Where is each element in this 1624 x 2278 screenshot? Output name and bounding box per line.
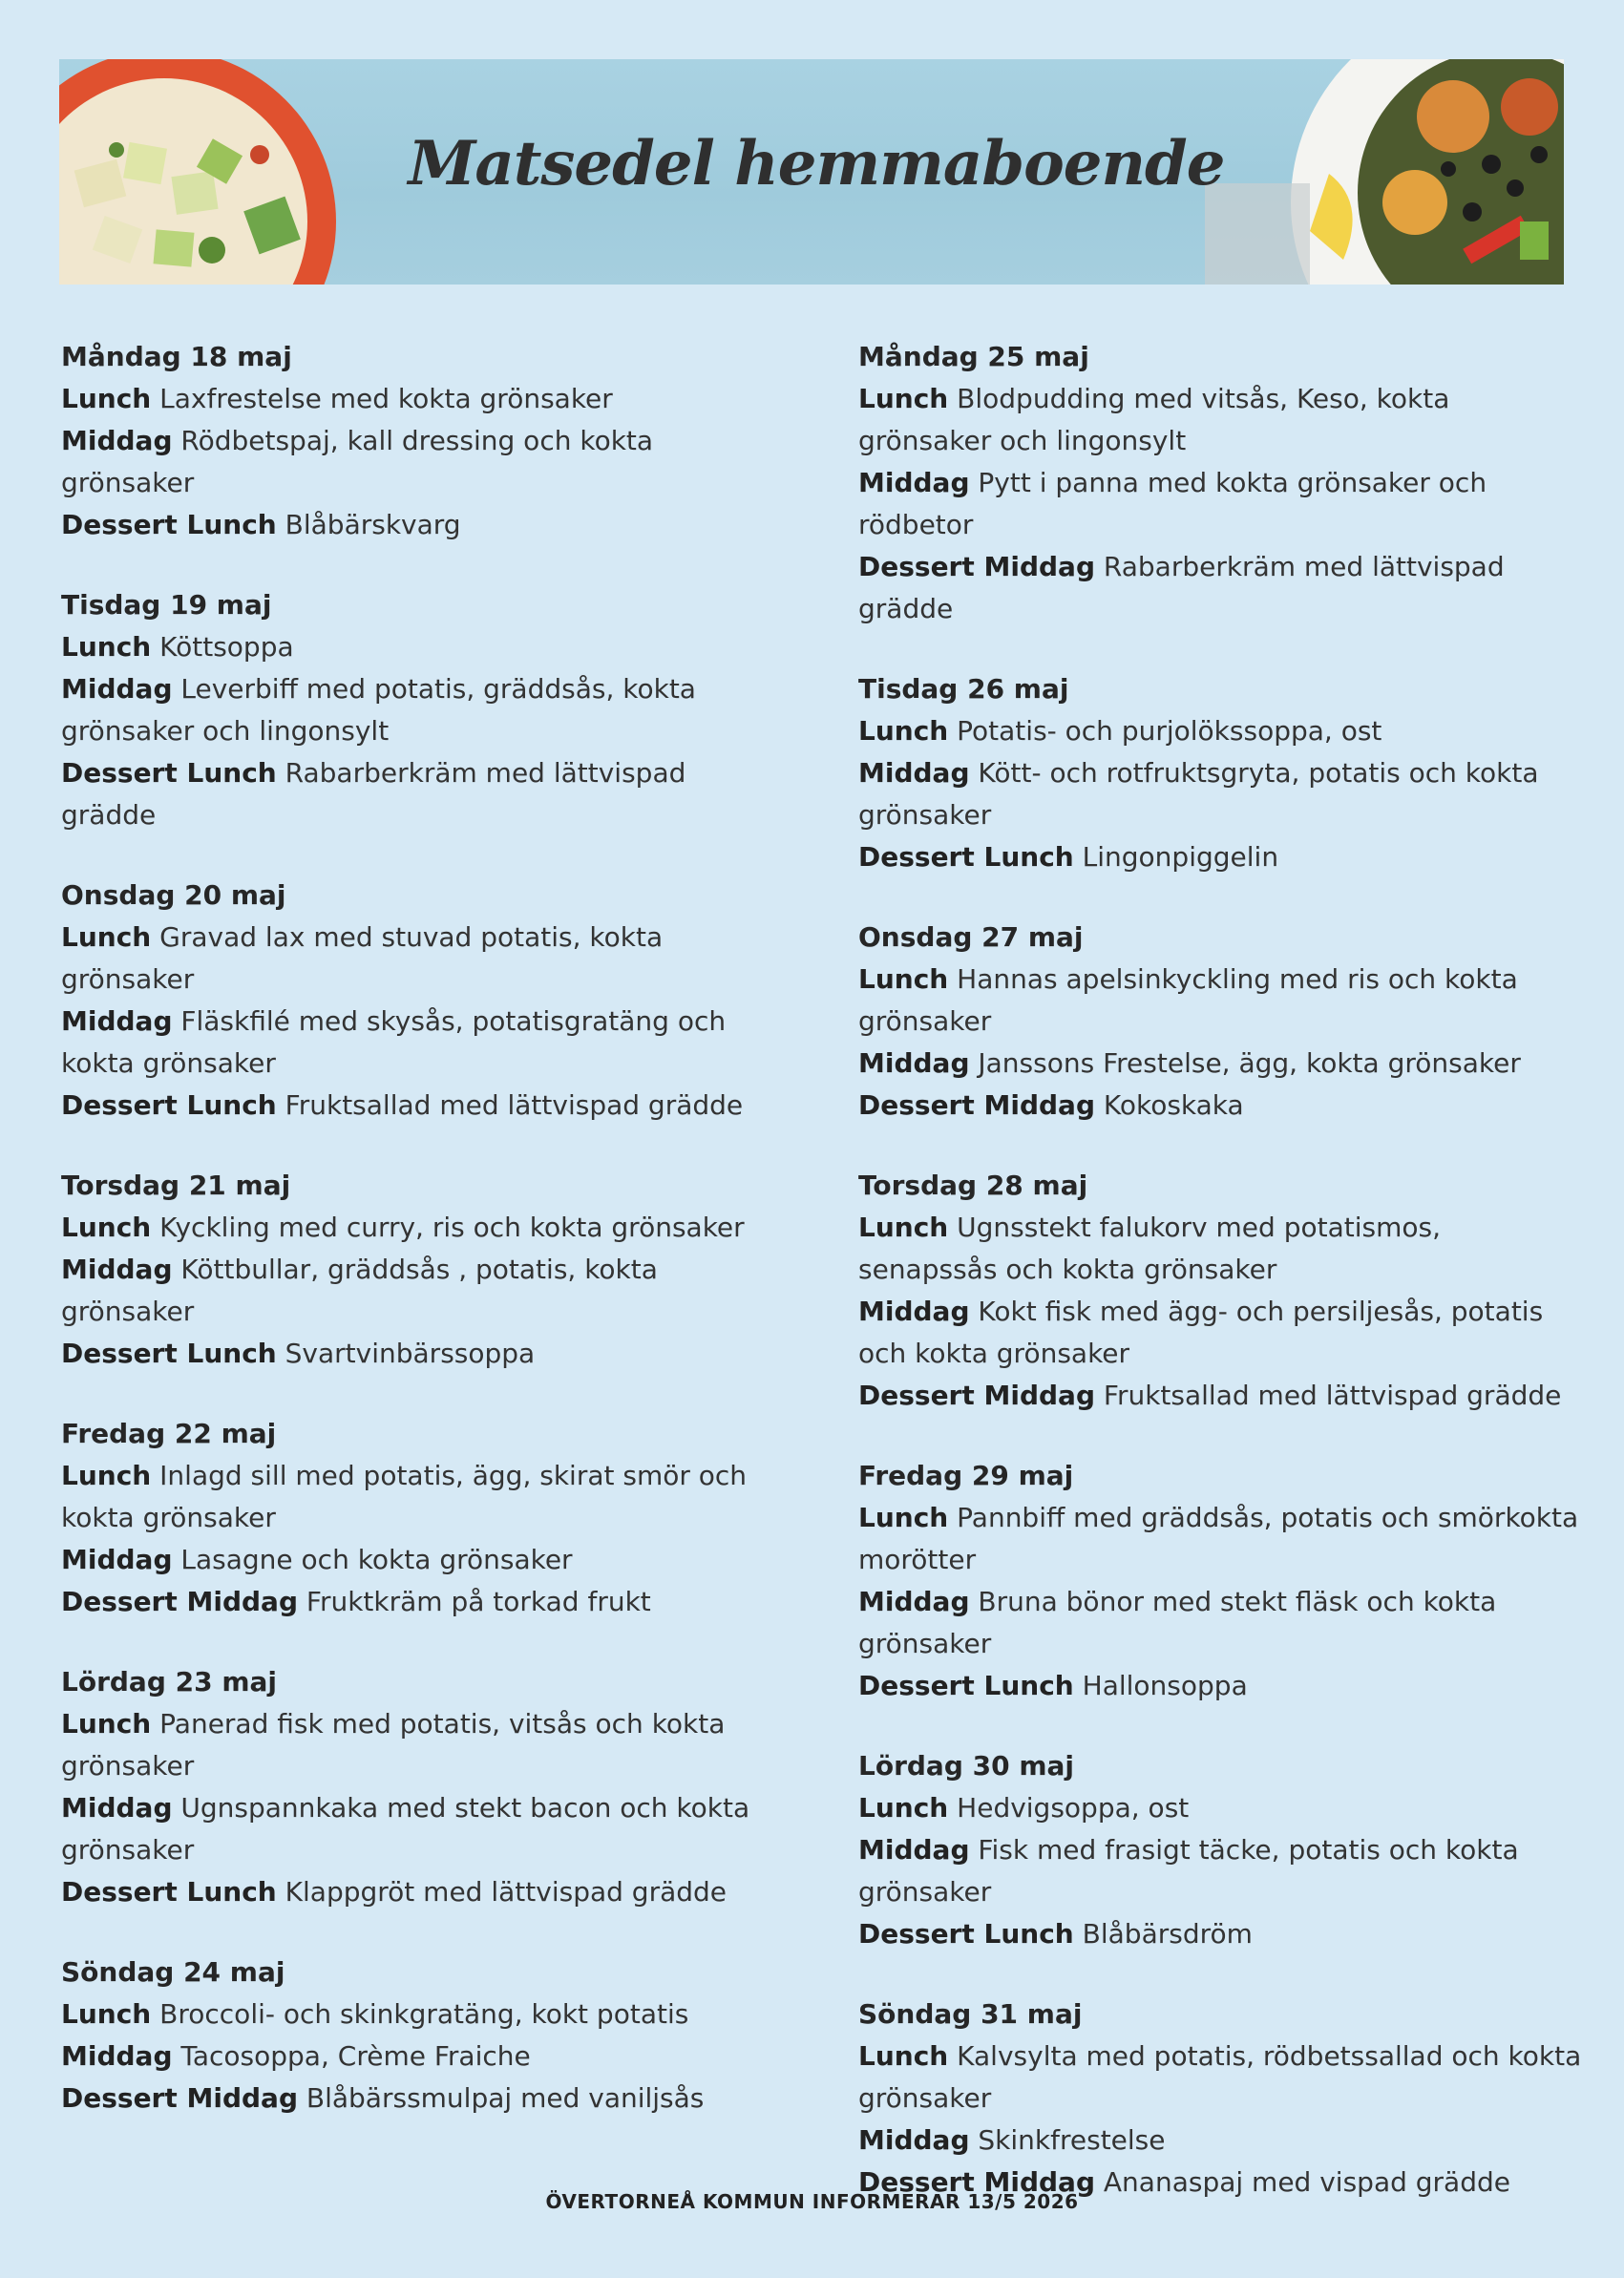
meal-label: Lunch <box>61 383 152 414</box>
meal-label: Lunch <box>858 1502 949 1533</box>
meal-description: Fisk med frasigt täcke, potatis och kokta grönsaker <box>858 1834 1519 1908</box>
meal-description: Inlagd sill med potatis, ägg, skirat smör och kokta grönsaker <box>61 1460 748 1533</box>
meal-label: Dessert Middag <box>858 1089 1095 1121</box>
meal-description: Kokt fisk med ägg- och persiljesås, potatis och kokta grönsaker <box>858 1296 1544 1369</box>
meal-row <box>61 420 787 504</box>
meal-description: Lasagne och kokta grönsaker <box>180 1544 573 1575</box>
meal-row <box>858 710 1584 752</box>
meal-description: Rabarberkräm med lättvispad grädde <box>61 757 686 831</box>
meal-description: Rödbetspaj, kall dressing och kokta grönsaker <box>61 425 654 498</box>
meal-label: Dessert Lunch <box>61 757 277 789</box>
meal-description: Ugnsstekt falukorv med potatismos, senapssås och kokta grönsaker <box>858 1212 1441 1285</box>
day-title: Onsdag 27 maj <box>858 921 1084 953</box>
meal-description: Janssons Frestelse, ägg, kokta grönsaker <box>978 1047 1521 1079</box>
meal-description: Blåbärsdröm <box>1082 1918 1253 1950</box>
meal-row <box>858 959 1584 1043</box>
day-section <box>858 336 1584 630</box>
meal-description: Kokoskaka <box>1103 1089 1244 1121</box>
day-section <box>858 1745 1584 1955</box>
day-title: Söndag 31 maj <box>858 1998 1083 2030</box>
meal-row <box>858 1829 1584 1913</box>
meal-row <box>61 1249 787 1333</box>
meal-description: Blåbärssmulpaj med vaniljsås <box>306 2082 705 2114</box>
meal-label: Dessert Lunch <box>61 1089 277 1121</box>
meal-row <box>61 1703 787 1787</box>
day-section <box>61 1413 787 1623</box>
day-section <box>61 1951 787 2120</box>
meal-label: Middag <box>858 1834 970 1866</box>
meal-description: Pannbiff med gräddsås, potatis och smörkokta morötter <box>858 1502 1579 1575</box>
meal-row <box>61 917 787 1001</box>
meal-row <box>61 1085 787 1127</box>
meal-label: Lunch <box>858 963 949 995</box>
day-title: Fredag 29 maj <box>858 1460 1074 1491</box>
meal-row <box>858 1291 1584 1375</box>
day-section <box>858 1455 1584 1707</box>
meal-description: Skinkfrestelse <box>978 2124 1166 2156</box>
meal-row <box>61 1207 787 1249</box>
meal-label: Lunch <box>61 1998 152 2030</box>
meal-label: Middag <box>61 1544 173 1575</box>
meal-description: Klappgröt med lättvispad grädde <box>285 1876 728 1908</box>
meal-row <box>61 504 787 546</box>
meal-description: Laxfrestelse med kokta grönsaker <box>159 383 613 414</box>
meal-description: Köttsoppa <box>159 631 294 663</box>
day-section <box>858 1165 1584 1417</box>
meal-description: Kött- och rotfruktsgryta, potatis och kokta grönsaker <box>858 757 1539 831</box>
meal-row <box>858 1085 1584 1127</box>
meal-label: Dessert Middag <box>858 2166 1095 2198</box>
meal-label: Lunch <box>858 1792 949 1824</box>
day-title: Torsdag 21 maj <box>61 1170 291 1201</box>
meal-label: Middag <box>61 1792 173 1824</box>
meal-label: Lunch <box>61 631 152 663</box>
meal-description: Ananaspaj med vispad grädde <box>1103 2166 1510 2198</box>
meal-row <box>858 1787 1584 1829</box>
meal-description: Svartvinbärssoppa <box>285 1338 536 1369</box>
meal-label: Dessert Middag <box>61 1586 298 1617</box>
meal-label: Dessert Middag <box>858 551 1095 582</box>
meal-label: Dessert Lunch <box>61 1876 277 1908</box>
meal-row <box>858 836 1584 878</box>
meal-row <box>61 2035 787 2078</box>
meal-row <box>858 1207 1584 1291</box>
meal-description: Panerad fisk med potatis, vitsås och kokta grönsaker <box>61 1708 726 1782</box>
day-section <box>61 336 787 546</box>
meal-label: Middag <box>61 1254 173 1285</box>
day-title: Torsdag 28 maj <box>858 1170 1088 1201</box>
day-title: Söndag 24 maj <box>61 1956 285 1988</box>
day-title: Onsdag 20 maj <box>61 879 286 911</box>
day-section <box>61 1661 787 1913</box>
meal-row <box>858 1581 1584 1665</box>
meal-description: Rabarberkräm med lättvispad grädde <box>858 551 1505 624</box>
meal-row <box>858 1043 1584 1085</box>
meal-label: Dessert Middag <box>61 2082 298 2114</box>
meal-row <box>858 462 1584 546</box>
meal-row <box>61 1871 787 1913</box>
day-section <box>858 1993 1584 2204</box>
meal-label: Lunch <box>61 1460 152 1491</box>
meal-row <box>61 1455 787 1539</box>
meal-label: Lunch <box>61 1212 152 1243</box>
meal-label: Middag <box>858 1586 970 1617</box>
meal-row <box>858 378 1584 462</box>
meal-description: Fläskfilé med skysås, potatisgratäng och kokta grönsaker <box>61 1005 727 1079</box>
meal-label: Middag <box>858 1296 970 1327</box>
day-title: Lördag 30 maj <box>858 1750 1074 1782</box>
meal-row <box>858 2120 1584 2162</box>
meal-label: Middag <box>858 467 970 498</box>
meal-row <box>61 668 787 752</box>
meal-description: Potatis- och purjolökssoppa, ost <box>957 715 1382 747</box>
meal-description: Broccoli- och skinkgratäng, kokt potatis <box>159 1998 689 2030</box>
meal-row <box>858 546 1584 630</box>
meal-row <box>61 378 787 420</box>
meal-label: Dessert Middag <box>858 1380 1095 1411</box>
meal-description: Leverbiff med potatis, gräddsås, kokta grönsaker och lingonsylt <box>61 673 696 747</box>
meal-row <box>61 1001 787 1085</box>
meal-label: Lunch <box>858 1212 949 1243</box>
meal-row <box>858 1375 1584 1417</box>
meal-description: Hannas apelsinkyckling med ris och kokta grönsaker <box>858 963 1518 1037</box>
meal-description: Bruna bönor med stekt fläsk och kokta grönsaker <box>858 1586 1497 1659</box>
meal-description: Lingonpiggelin <box>1082 841 1279 873</box>
meal-label: Dessert Lunch <box>61 1338 277 1369</box>
meal-description: Hedvigsoppa, ost <box>957 1792 1190 1824</box>
meal-label: Middag <box>61 673 173 705</box>
day-title: Fredag 22 maj <box>61 1418 277 1449</box>
meal-label: Middag <box>858 2124 970 2156</box>
day-section <box>858 917 1584 1127</box>
meal-row <box>858 1913 1584 1955</box>
meal-label: Lunch <box>858 383 949 414</box>
meal-label: Lunch <box>61 1708 152 1740</box>
meal-description: Fruktkräm på torkad frukt <box>306 1586 651 1617</box>
header-banner <box>59 59 1564 285</box>
page-title: Matsedel hemmaboende <box>408 128 1225 200</box>
day-title: Måndag 18 maj <box>61 341 292 372</box>
meal-row <box>61 752 787 836</box>
day-title: Tisdag 26 maj <box>858 673 1069 705</box>
meal-row <box>61 1333 787 1375</box>
meal-description: Hallonsoppa <box>1082 1670 1248 1701</box>
meal-row <box>61 1581 787 1623</box>
meal-row <box>61 1539 787 1581</box>
meal-description: Fruktsallad med lättvispad grädde <box>1103 1380 1562 1411</box>
footer-text: ÖVERTORNEÅ KOMMUN INFORMERAR 13/5 2026 <box>545 2190 1079 2213</box>
day-section <box>61 584 787 836</box>
meal-row <box>858 1665 1584 1707</box>
meal-label: Middag <box>61 2040 173 2072</box>
meal-description: Kyckling med curry, ris och kokta grönsaker <box>159 1212 745 1243</box>
meal-label: Lunch <box>858 715 949 747</box>
meal-description: Tacosoppa, Crème Fraiche <box>180 2040 531 2072</box>
meal-row <box>61 626 787 668</box>
meal-description: Blåbärskvarg <box>285 509 461 540</box>
day-title: Tisdag 19 maj <box>61 589 272 621</box>
meal-label: Dessert Lunch <box>858 1918 1074 1950</box>
meal-row <box>61 2078 787 2120</box>
meal-description: Köttbullar, gräddsås , potatis, kokta grönsaker <box>61 1254 658 1327</box>
meal-description: Gravad lax med stuvad potatis, kokta grönsaker <box>61 921 664 995</box>
meal-label: Middag <box>858 1047 970 1079</box>
day-section <box>61 875 787 1127</box>
day-section <box>858 668 1584 878</box>
meal-row <box>61 1993 787 2035</box>
meal-label: Middag <box>61 1005 173 1037</box>
meal-row <box>61 1787 787 1871</box>
meal-row <box>858 1497 1584 1581</box>
meal-description: Ugnspannkaka med stekt bacon och kokta grönsaker <box>61 1792 750 1866</box>
meal-label: Dessert Lunch <box>858 841 1074 873</box>
meal-description: Pytt i panna med kokta grönsaker och rödbetor <box>858 467 1487 540</box>
meal-row <box>858 2035 1584 2120</box>
menu-column-right <box>858 336 1584 2242</box>
day-title: Måndag 25 maj <box>858 341 1089 372</box>
meal-description: Kalvsylta med potatis, rödbetssallad och kokta grönsaker <box>858 2040 1582 2114</box>
meal-description: Blodpudding med vitsås, Keso, kokta grönsaker och lingonsylt <box>858 383 1450 456</box>
meal-label: Middag <box>858 757 970 789</box>
meal-row <box>858 752 1584 836</box>
meal-label: Dessert Lunch <box>858 1670 1074 1701</box>
meal-label: Lunch <box>61 921 152 953</box>
meal-label: Dessert Lunch <box>61 509 277 540</box>
meal-label: Lunch <box>858 2040 949 2072</box>
day-section <box>61 1165 787 1375</box>
meal-label: Middag <box>61 425 173 456</box>
day-title: Lördag 23 maj <box>61 1666 277 1698</box>
menu-column-left <box>61 336 787 2158</box>
meal-description: Fruktsallad med lättvispad grädde <box>285 1089 744 1121</box>
